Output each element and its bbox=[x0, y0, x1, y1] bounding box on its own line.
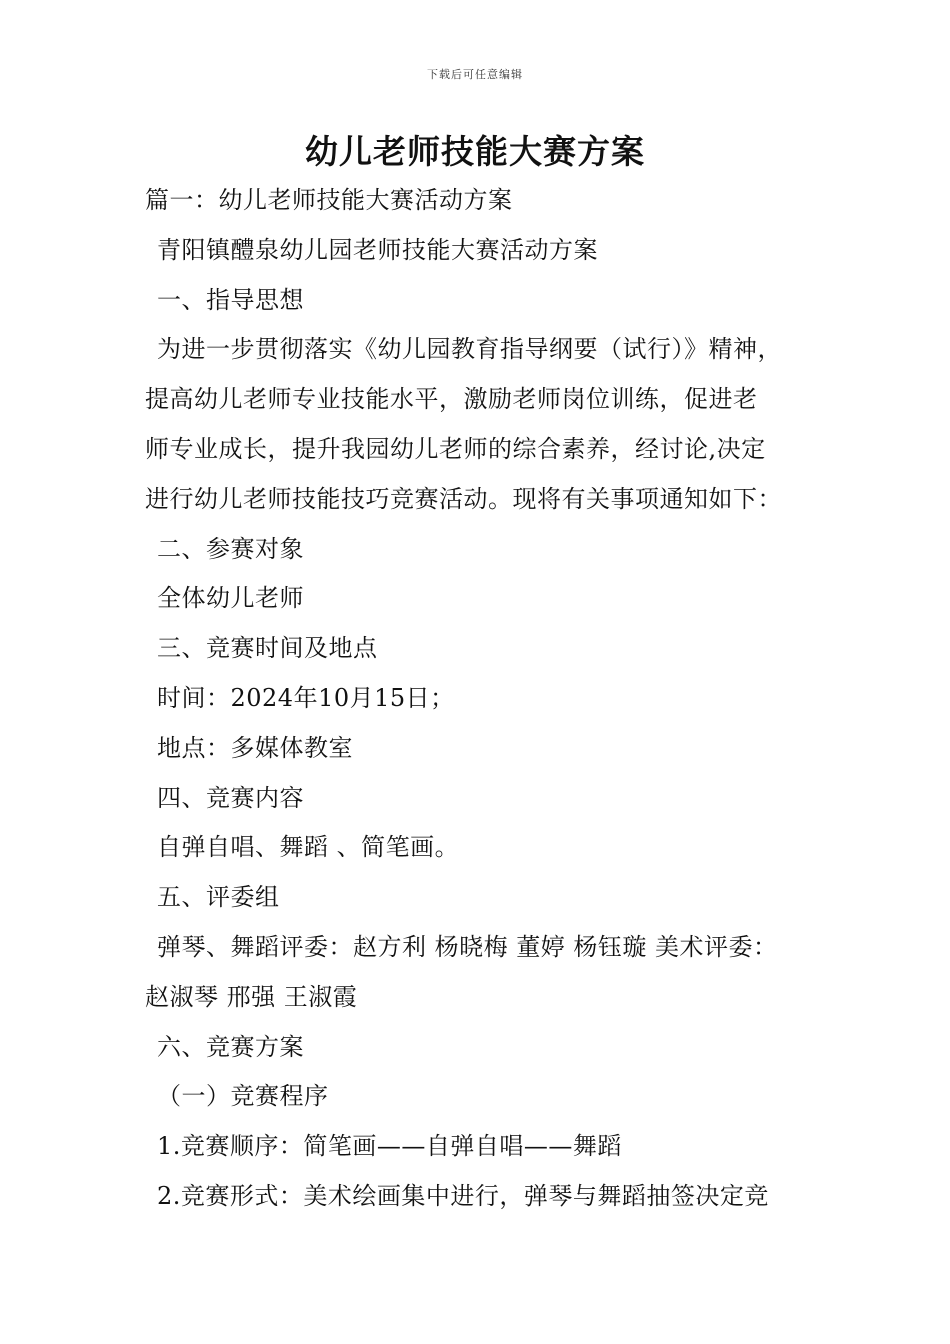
section-heading-guiding-ideology: 一、指导思想 bbox=[157, 285, 304, 314]
paragraph-line: 师专业成长，提升我园幼儿老师的综合素养，经讨论,决定 bbox=[145, 434, 766, 463]
document-body bbox=[145, 176, 825, 1222]
paragraph-line: 赵淑琴 邢强 王淑霞 bbox=[145, 982, 358, 1011]
paragraph-line-time: 时间：2024年10月15日； bbox=[157, 683, 455, 712]
paragraph-line-place: 地点：多媒体教室 bbox=[157, 733, 353, 762]
paragraph-line: 为进一步贯彻落实《幼儿园教育指导纲要（试行）》精神， bbox=[157, 335, 782, 364]
section-heading-judges: 五、评委组 bbox=[157, 883, 280, 912]
paragraph-line: 全体幼儿老师 bbox=[157, 584, 304, 613]
paragraph-line: 提高幼儿老师专业技能水平，激励老师岗位训练，促进老 bbox=[145, 385, 758, 414]
paragraph-line: 进行幼儿老师技能技巧竞赛活动。现将有关事项通知如下： bbox=[145, 484, 782, 513]
section-heading-part-one: 篇一：幼儿老师技能大赛活动方案 bbox=[145, 186, 513, 214]
list-item: 1.竞赛顺序：简笔画——自弹自唱——舞蹈 bbox=[157, 1132, 622, 1161]
list-item: 2.竞赛形式：美术绘画集中进行，弹琴与舞蹈抽签决定竞 bbox=[157, 1181, 769, 1210]
header-note: 下载后可任意编辑 bbox=[427, 68, 523, 81]
document-title: 幼儿老师技能大赛方案 bbox=[305, 132, 645, 171]
paragraph-line: 自弹自唱、舞蹈 、简笔画。 bbox=[157, 833, 460, 862]
plan-subtitle: 青阳镇醴泉幼儿园老师技能大赛活动方案 bbox=[157, 235, 598, 264]
subsection-heading-procedure: （一）竞赛程序 bbox=[157, 1082, 329, 1111]
section-heading-content: 四、竞赛内容 bbox=[157, 783, 304, 812]
section-heading-participants: 二、参赛对象 bbox=[157, 534, 304, 563]
section-heading-plan: 六、竞赛方案 bbox=[157, 1032, 304, 1061]
paragraph-line: 弹琴、舞蹈评委：赵方利 杨晓梅 董婷 杨钰璇 美术评委： bbox=[157, 932, 778, 961]
section-heading-time-place: 三、竞赛时间及地点 bbox=[157, 634, 378, 663]
